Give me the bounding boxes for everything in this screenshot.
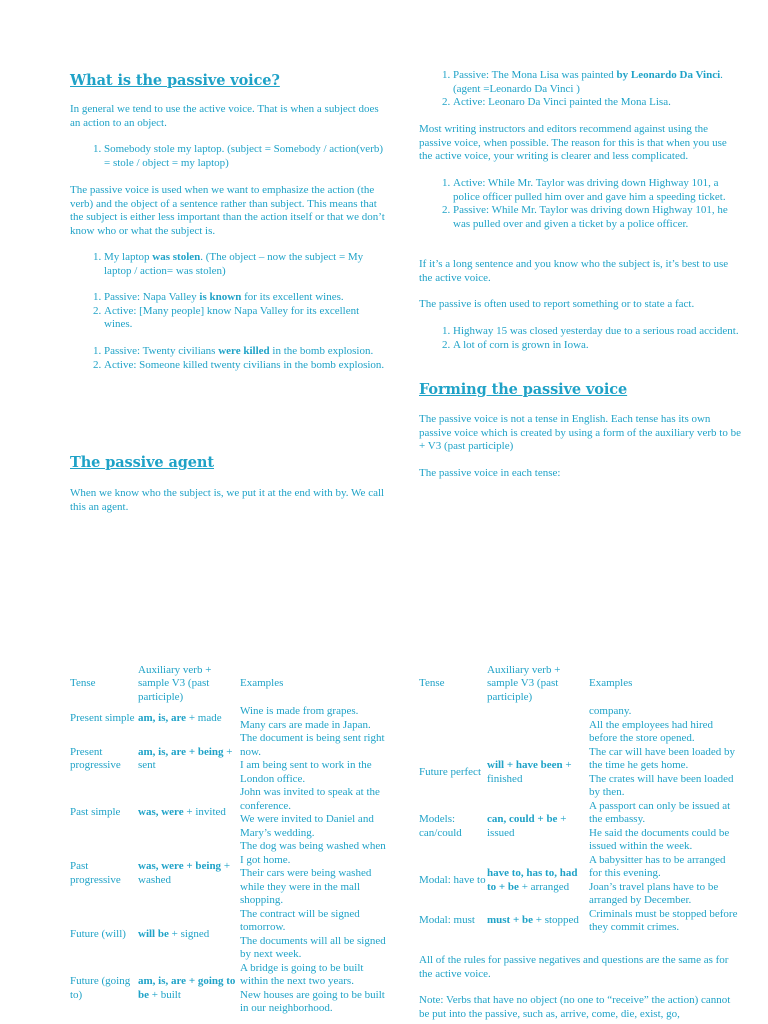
examples-cell: The dog was being washed when I got home. Their cars were being washed while they were in the mall shopping. [240,840,386,906]
tense-cell: Future perfect [419,765,481,778]
active-passive-list [419,177,741,231]
examples-cell: Criminals must be stopped before they commit crimes. [589,907,738,933]
aux-cell: have to, has to, had to + be + arranged [487,867,578,893]
aux-cell: will be + signed [138,927,210,940]
report-fact-paragraph: The passive is often used to report something or to state a fact. [419,298,695,310]
header-tense: Tense [70,677,96,690]
list-item: 2. Passive: While Mr. Taylor was driving down Highway 101, he was pulled over and given a ticket by a police officer. [453,204,741,231]
intro-paragraph: In general we tend to use the active voice. That is when a subject does an action to an object. [70,103,379,129]
long-sentence-paragraph: If it’s a long sentence and you know who the subject is, it’s best to use the active voice. [419,258,729,284]
list-item: 2. A lot of corn is grown in Iowa. [453,339,741,353]
tense-cell: Present progressive [70,745,121,771]
tense-cell [419,705,487,746]
header-aux: Auxiliary verb + sample V3 (past participle) [487,663,561,703]
tense-cell: Future (going to) [70,975,131,1001]
aux-cell: was, were + being + washed [138,860,231,886]
examples-cell: The car will have been loaded by the time he gets home. The crates will have been loaded by then. [589,745,735,798]
fact-example-list [419,325,741,352]
table-row [70,786,390,840]
forming-paragraph: The passive voice is not a tense in English. Each tense has its own passive voice which is created by using a form of the auxiliary verb to be + V3 (past participle) [419,413,741,452]
examples-cell: A bridge is going to be built within the next two years. New houses are going to be built in our neighborhood. [240,961,385,1014]
list-item: 1. Highway 15 was closed yesterday due to a serious road accident. [453,325,741,339]
examples-cell: Wine is made from grapes. Many cars are made in Japan. [240,705,371,731]
list-item: 2. Active: [Many people] know Napa Valley for its excellent wines. [104,305,390,332]
note-paragraph: Note: Verbs that have no object (no one to “receive” the action) cannot be put into the passive, such as, arrive, come, die, exist, go, [419,994,731,1020]
agent-example-list [419,69,741,110]
tense-cell: Modal: must [419,914,475,927]
header-tense: Tense [419,677,445,690]
each-tense-paragraph: The passive voice in each tense: [419,467,561,479]
header-aux: Auxiliary verb + sample V3 (past participle) [138,663,212,703]
example-list-4 [70,345,390,372]
table-row [70,908,390,962]
table-row [419,908,739,935]
list-item: 2. Active: Leonaro Da Vinci painted the Mona Lisa. [453,96,741,110]
tense-cell: Future (will) [70,927,126,940]
aux-cell [487,705,589,746]
recommendation-paragraph: Most writing instructors and editors recommend against using the passive voice, when possible. The reason for this is that when you use the active voice, your writing is clearer and less complicated. [419,123,727,162]
table-header-row [70,663,390,705]
list-item: 1. Passive: Twenty civilians were killed in the bomb explosion. [104,345,390,359]
examples-cell: The document is being sent right now. I am being sent to work in the London office. [240,732,385,785]
examples-cell: company. All the employees had hired before the store opened. [589,705,714,744]
passive-tense-table-right [419,663,739,935]
aux-cell: will + have been + finished [487,759,572,785]
tense-cell: Models: can/could [419,813,462,839]
list-item: 1. Passive: Napa Valley is known for its excellent wines. [104,291,390,305]
table-row [419,746,739,800]
example-list-1 [70,143,390,170]
heading-what-is-passive: What is the passive voice? [70,72,280,89]
list-item: 2. Active: Someone killed twenty civilians in the bomb explosion. [104,359,390,373]
list-item: 1. Somebody stole my laptop. (subject = Somebody / action(verb) = stole / object = my laptop) [104,143,390,170]
aux-cell: can, could + be + issued [487,813,567,839]
agent-paragraph: When we know who the subject is, we put it at the end with by. We call this an agent. [70,487,385,513]
tense-cell: Past simple [70,806,121,819]
example-list-2 [70,251,390,278]
aux-cell: was, were + invited [138,806,226,819]
table-row [70,962,390,1016]
table-row [419,854,739,908]
list-item: 1. Passive: The Mona Lisa was painted by Leonardo Da Vinci. (agent =Leonardo Da Vinci ) [453,69,741,96]
table-header-row [419,663,739,705]
header-examples: Examples [240,677,284,690]
aux-cell: am, is, are + going to be + built [138,975,236,1001]
table-row [70,840,390,908]
examples-cell: A babysitter has to be arranged for this evening. Joan’s travel plans have to be arranged by December. [589,853,726,906]
heading-forming-passive: Forming the passive voice [419,381,628,398]
examples-cell: The contract will be signed tomorrow. The documents will all be signed by next week. [240,907,386,960]
aux-cell: must + be + stopped [487,914,579,927]
passive-use-paragraph: The passive voice is used when we want to emphasize the action (the verb) and the object of a sentence rather than subject. This means that the subject is either less important than the action itself or that we don’t know who or what the subject is. [70,184,385,237]
table-row [419,705,739,746]
header-examples: Examples [589,677,633,690]
examples-cell: A passport can only be issued at the embassy. He said the documents could be issued within the week. [589,799,731,852]
table-row [70,705,390,732]
example-list-3 [70,291,390,332]
aux-cell: am, is, are + being + sent [138,745,233,771]
rules-paragraph: All of the rules for passive negatives and questions are the same as for the active voice. [419,954,729,980]
list-item: 1. Active: While Mr. Taylor was driving down Highway 101, a police officer pulled him over and gave him a speeding ticket. [453,177,741,204]
tense-cell: Present simple [70,711,135,724]
heading-passive-agent: The passive agent [70,454,214,471]
tense-cell: Modal: have to [419,873,486,886]
examples-cell: John was invited to speak at the conference. We were invited to Daniel and Mary’s wedding. [240,786,380,839]
passive-tense-table-left [70,663,390,1016]
aux-cell: am, is, are + made [138,711,222,724]
list-item: 1. My laptop was stolen. (The object – now the subject = My laptop / action= was stolen) [104,251,390,278]
tense-cell: Past progressive [70,860,121,886]
table-row [419,800,739,854]
table-row [70,732,390,786]
